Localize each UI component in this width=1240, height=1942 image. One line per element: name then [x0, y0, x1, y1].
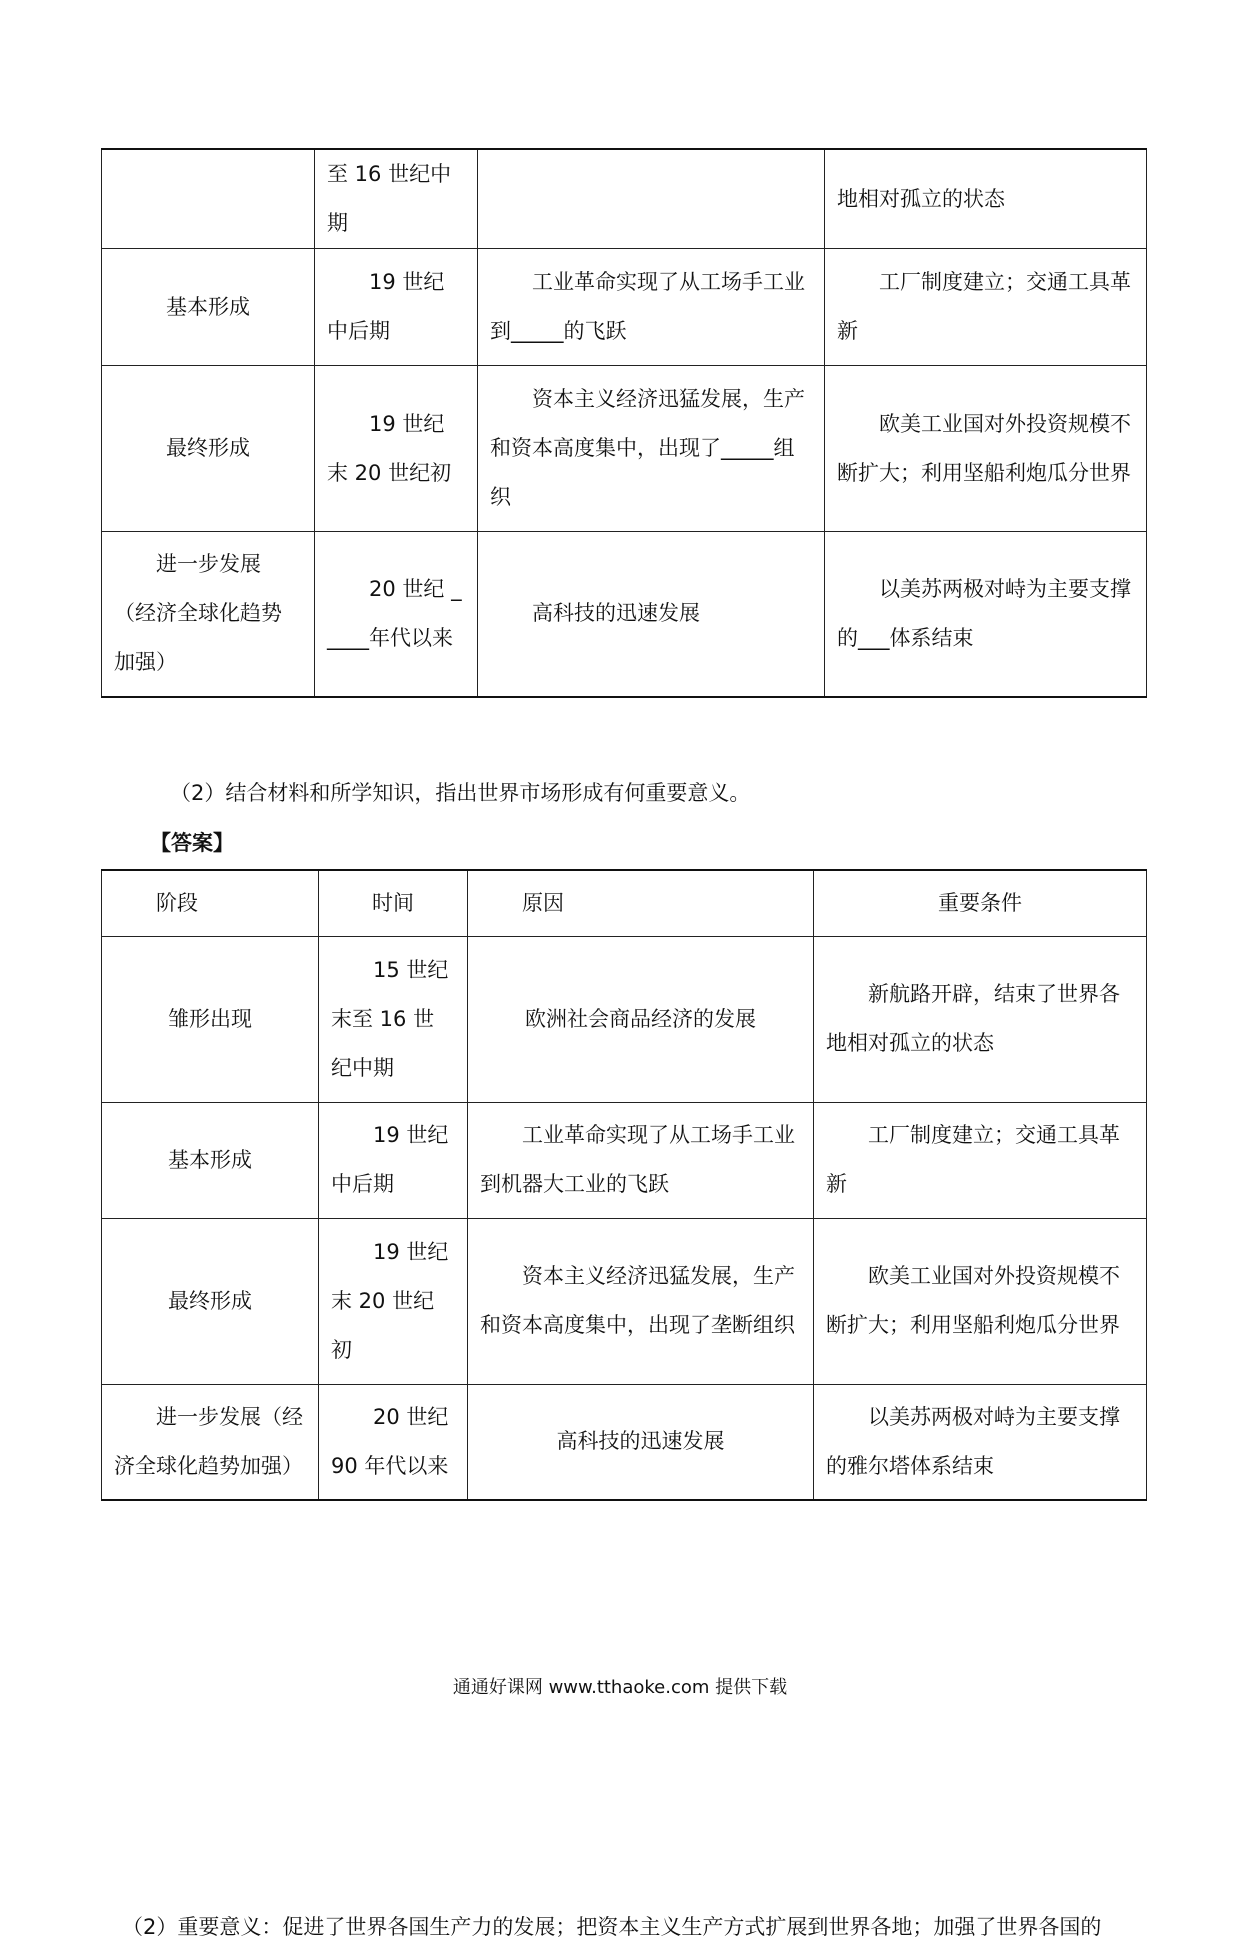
table-row: [102, 1102, 1147, 1218]
condition-text: 工厂制度建立；交通工具革新: [837, 270, 1131, 343]
condition-cell: [814, 1218, 1147, 1384]
condition-cell: [814, 1384, 1147, 1500]
time-cell: [319, 1102, 468, 1218]
time-cell: 至 16 世纪中期: [315, 149, 478, 249]
reason-cell: [478, 532, 825, 697]
header-stage: 阶段: [102, 870, 319, 936]
reason-cell: [468, 1102, 814, 1218]
answer-heading: 【答案】: [150, 831, 234, 855]
time-cell: [315, 249, 478, 366]
condition-text: 以美苏两极对峙为主要支撑的雅尔塔体系结束: [826, 1404, 1120, 1478]
stage-cell: 最终形成: [102, 1218, 319, 1384]
time-cell: [319, 1218, 468, 1384]
header-condition: 重要条件: [814, 870, 1147, 936]
stage-text: 进一步发展（经济全球化趋势加强）: [114, 1404, 303, 1478]
condition-cell: [814, 1102, 1147, 1218]
condition-text: 欧美工业国对外投资规模不断扩大；利用坚船利炮瓜分世界: [826, 1264, 1120, 1337]
time-text: 20 世纪 _____年代以来: [327, 576, 462, 650]
time-text: 15 世纪末至 16 世纪中期: [331, 957, 449, 1080]
stage-cell: 最终形成: [102, 366, 315, 532]
reason-text: 工业革命实现了从工场手工业到机器大工业的飞跃: [480, 1123, 795, 1196]
time-text: 19 世纪末 20 世纪初: [331, 1239, 449, 1362]
time-cell: [315, 532, 478, 697]
table-row: [102, 149, 1147, 249]
time-cell: [319, 936, 468, 1102]
time-text: 20 世纪 90 年代以来: [331, 1404, 449, 1478]
reason-cell: 欧洲社会商品经济的发展: [468, 936, 814, 1102]
reason-cell: [478, 366, 825, 532]
table-row: [102, 249, 1147, 366]
reason-cell: [478, 149, 825, 249]
condition-text: 以美苏两极对峙为主要支撑的___体系结束: [837, 576, 1131, 650]
condition-cell: [825, 249, 1147, 366]
reason-text: 工业革命实现了从工场手工业到_____的飞跃: [490, 270, 805, 343]
table-header-row: [102, 870, 1147, 936]
table-row: [102, 532, 1147, 697]
footer-watermark: 通通好课网 www.tthaoke.com 提供下载: [452, 1677, 788, 1698]
answer-table: [101, 869, 1147, 1501]
reason-text: 资本主义经济迅猛发展，生产和资本高度集中，出现了垄断组织: [480, 1264, 795, 1337]
question-2: （2）结合材料和所学知识，指出世界市场形成有何重要意义。: [170, 781, 751, 805]
condition-cell: [814, 936, 1147, 1102]
stage-text: 进一步发展（经济全球化趋势加强）: [114, 552, 282, 675]
header-reason: 原因: [468, 870, 814, 936]
condition-cell: [825, 532, 1147, 697]
table-row: [102, 1218, 1147, 1384]
stage-cell: 基本形成: [102, 249, 315, 366]
reason-text: 高科技的迅速发展: [532, 601, 700, 626]
condition-text: 欧美工业国对外投资规模不断扩大；利用坚船利炮瓜分世界: [837, 411, 1131, 485]
stage-cell: 雏形出现: [102, 936, 319, 1102]
time-cell: [319, 1384, 468, 1500]
condition-text: 工厂制度建立；交通工具革新: [826, 1123, 1120, 1196]
time-text: 19 世纪中后期: [327, 270, 445, 343]
stage-cell: [102, 532, 315, 697]
stage-cell: 基本形成: [102, 1102, 319, 1218]
table-row: [102, 1384, 1147, 1500]
table-row: [102, 366, 1147, 532]
answer-2-text: （2）重要意义：促进了世界各国生产力的发展；把资本主义生产方式扩展到世界各地；加强了世界各国的: [122, 1915, 1102, 1939]
time-cell: [315, 366, 478, 532]
condition-cell: 地相对孤立的状态: [825, 149, 1147, 249]
header-time: 时间: [319, 870, 468, 936]
reason-cell: 高科技的迅速发展: [468, 1384, 814, 1500]
condition-text: 新航路开辟，结束了世界各地相对孤立的状态: [826, 982, 1120, 1055]
time-text: 19 世纪末 20 世纪初: [327, 411, 452, 485]
question-table: [101, 148, 1147, 698]
reason-cell: [468, 1218, 814, 1384]
reason-text: 资本主义经济迅猛发展，生产和资本高度集中，出现了_____组织: [490, 387, 805, 509]
condition-cell: [825, 366, 1147, 532]
time-text: 19 世纪中后期: [331, 1123, 449, 1196]
reason-cell: [478, 249, 825, 366]
table-row: [102, 936, 1147, 1102]
stage-cell: [102, 149, 315, 249]
stage-cell: [102, 1384, 319, 1500]
